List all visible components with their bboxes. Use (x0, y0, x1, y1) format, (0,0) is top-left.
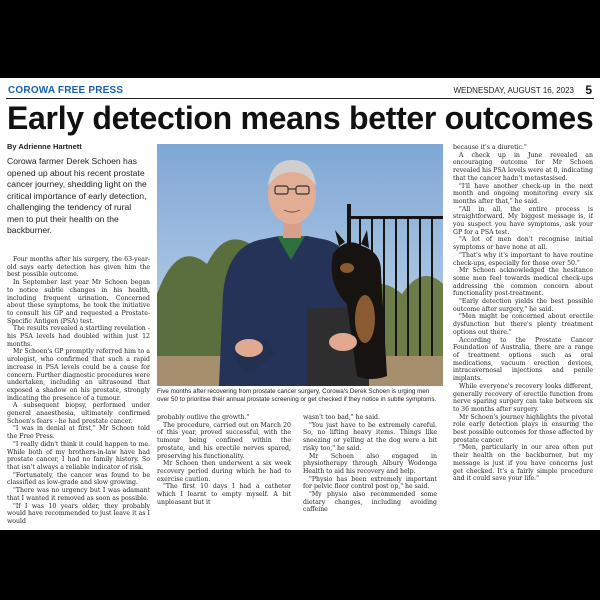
paragraph: According to the Prostate Cancer Foundation of Australia, there are a range of treatment options such as oral medications, vacuum erection devices, intracavernosal injections and penile implants. (453, 336, 593, 383)
dateline: WEDNESDAY, AUGUST 16, 2023 (453, 86, 574, 95)
paragraph: "Fortunately, the cancer was found to be classified as low-grade and slow growing. (7, 471, 150, 487)
paragraph: "There was no urgency but I was adamant that I wanted it removed as soon as possible. (7, 487, 150, 502)
paragraph: A check up in June revealed an encouraging outcome for Mr Schoen revealed his PSA levels were at 0, indicating that the cancer hadn't metastasised. (453, 151, 593, 182)
paragraph: While everyone's recovery looks different, generally recovery of erectile function from nerve sparing surgery can take between six to 36 months after surgery. (453, 382, 593, 413)
paragraph: "Early detection yields the best possible outcome after surgery," he said. (453, 298, 593, 313)
paragraph: Mr Schoen's GP promptly referred him to a urologist, who confirmed that such a rapid increase in PSA levels could be a cause for concern. Further diagnostic procedures were undertaken, including an ultrasound that exposed a shadow on his prostate, strongly indicating the presence of a tumour. (7, 348, 150, 402)
paragraph: "I'll have another check-up in the next month and ongoing monitoring every six months after that," he said. (453, 182, 593, 205)
paragraph: Mr Schoen also engaged in physiotherapy through Albury Wodonga Health to aid his recovery and help. (303, 452, 437, 475)
paragraph: probably outlive the growth." (157, 414, 250, 421)
newspaper-page (0, 78, 600, 530)
article-column-4 (453, 144, 593, 528)
paragraph: Mr Schoen acknowledged the hesitance some men feel towards medical check-ups addressing the common concern about functionality post-treatment. (453, 267, 593, 298)
paragraph: In September last year Mr Schoen began to notice subtle changes in his health, including frequent urination. Concerned about these symptoms, he took the initiative to consult his GP and requested a Prostate-Specific Antigen (PSA) test. (7, 279, 150, 325)
paragraph: "A lot of men don't recognise initial symptoms or have none at all. (453, 236, 593, 252)
page-number: 5 (585, 83, 592, 97)
photo-caption: Five months after recovering from prostate cancer surgery, Corowa's Derek Schoen is urging men over 50 to prioritise their annual prostate screening or get checked if they notice in subtle symptoms. (157, 388, 437, 403)
article-column-1 (7, 256, 150, 526)
paragraph: "The first 10 days I had a catheter which I learnt to empty myself. A bit unpleasant but it (157, 483, 291, 506)
paragraph: Four months after his surgery, the 63-year-old says early detection has given him the best possible outcome. (7, 256, 150, 279)
paragraph: wasn't too bad," he said. (303, 414, 380, 421)
standfirst: Corowa farmer Derek Schoen has opened up about his recent prostate cancer journey, shedding light on the critical importance of early detection, challenging the tendency of rural men to put their health on the backburner. (7, 156, 147, 235)
paragraph: "Physio has been extremely important for pelvic floor control post op," he said. (303, 475, 437, 491)
paragraph: The procedure, carried out on March 20 of this year, proved successful, with the tumour being confined within the prostate, and his erectile nerves spared, preserving his functionality. (157, 421, 291, 460)
paragraph: "That's why it's important to have routine check-ups, especially for those over 50." (453, 251, 593, 267)
paragraph: because it's a diuretic." (453, 144, 527, 151)
paper-name: COROWA FREE PRESS (8, 85, 124, 96)
paragraph: "Men might be concerned about erectile dysfunction but there's plenty treatment options out there." (453, 313, 593, 336)
byline: By Adrienne Hartnett (7, 142, 82, 151)
article-column-2 (157, 414, 291, 528)
paragraph: "I was in denial at first," Mr Schoen told the Free Press. (7, 425, 150, 441)
paragraph: "All in all, the entire process is straightforward. My biggest message is, if you suspect you have symptoms, ask your GP for a PSA test. (453, 205, 593, 236)
paragraph: Mr Schoen then underwent a six week recovery period during which he had to exercise caution. (157, 460, 291, 483)
article-photo (157, 144, 443, 386)
paragraph: "I really didn't think it could happen to me. While both of my brothers-in-law have had prostate cancer, I had no family history. So that isn't always a reliable indicator of risk. (7, 440, 150, 471)
paragraph: "If I was 10 years older, they probably would have recommended to just leave it as I would (7, 502, 150, 525)
article-column-3 (303, 414, 437, 528)
masthead (6, 84, 594, 99)
paragraph: The results revealed a startling revelation - his PSA levels had doubled within just 12 months. (7, 325, 150, 348)
paragraph: "Men, particularly in our area often put their health on the backburner, but my message is just if you have concerns just get checked. It's a fairly simple procedure and it could save your life." (453, 444, 593, 483)
paragraph: Mr Schoen's journey highlights the pivotal role early detection plays in ensuring the best possible outcomes for those affected by prostate cancer. (453, 413, 593, 444)
paragraph: A subsequent biopsy, performed under general anaesthesia, ultimately confirmed Schoen's fears - he had prostate cancer. (7, 402, 150, 425)
headline: Early detection means better outcomes (7, 100, 594, 136)
paragraph: "You just have to be extremely careful. So, no lifting heavy items. Things like sneezing or yelling at the dog were a bit risky too," he said. (303, 421, 437, 452)
paragraph: "My physio also recommended some dietary changes, including avoiding caffeine (303, 491, 437, 514)
